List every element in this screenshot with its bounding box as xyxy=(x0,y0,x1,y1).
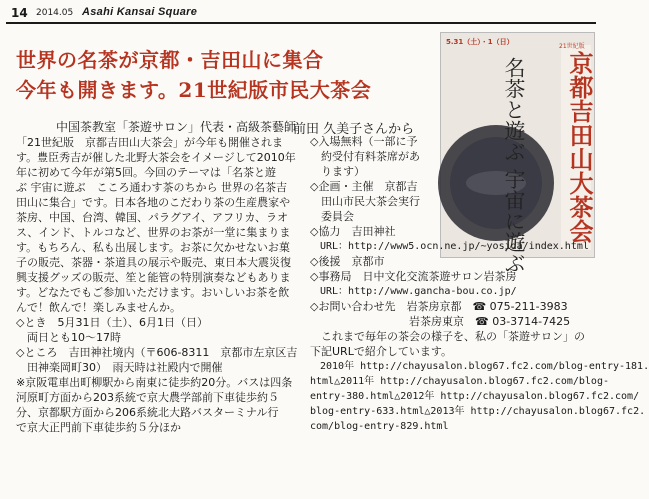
body-line: 「21世紀版 京都吉田山大茶会」が今年も開催されま xyxy=(16,136,283,149)
body-line: 田山に集合」です。日本各地のこだわり茶の生産農家や xyxy=(16,196,291,209)
poster-title-red: 京都吉田山大茶会 xyxy=(565,51,594,243)
event-date: ◇とき 5月31日（土）、6月1日（日） xyxy=(16,316,208,329)
magazine-name: Asahi Kansai Square xyxy=(82,6,198,18)
organizer-info: ◇企画・主催 京都吉 xyxy=(310,180,418,193)
sponsor-info: ◇後援 京都市 xyxy=(310,255,385,268)
headline-line-2: 今年も開きます。21世紀版市民大茶会 xyxy=(16,78,372,102)
byline-name: 前田 久美子さんから xyxy=(293,122,415,137)
event-venue: ◇ところ 吉田神社境内（〒606-8311 京都市左京区吉 xyxy=(16,346,298,359)
byline-title: 中国茶教室「茶遊サロン」代表・高級茶藝師 xyxy=(56,120,297,134)
blog-intro: 下記URLで紹介しています。 xyxy=(310,345,452,358)
page-number: 14 xyxy=(11,6,28,20)
body-line: ス、インド、トルコなど、世界のお茶が一堂に集まりま xyxy=(16,226,291,239)
body-line: 茶房、中国、台湾、韓国、パラグアイ、アフリカ、ラオ xyxy=(16,211,289,224)
blog-url-link[interactable]: 2010年 http://chayusalon.blog67.fc2.com/blog-entry-181. xyxy=(310,361,649,372)
headline-line-1: 世界の名茶が京都・吉田山に集合 xyxy=(16,48,324,72)
cooperation-url-link[interactable]: URL：http://www5.ocn.ne.jp/~yosida/index.html xyxy=(310,241,589,252)
body-line: す。豊臣秀吉が催した北野大茶会をイメージして2010年 xyxy=(16,151,296,164)
body-line: 年に初めて今年が第5回。今回のテーマは「名茶と遊 xyxy=(16,166,276,179)
blog-url-link[interactable]: blog-entry-633.html△2013年 http://chayusalon.blog67.fc2. xyxy=(310,406,646,417)
event-venue-cont: 田神楽岡町30） 雨天時は社殿内で開催 xyxy=(16,361,223,374)
cooperation-info: ◇協力 吉田神社 xyxy=(310,225,396,238)
article-body-right xyxy=(310,134,649,434)
blog-url-link[interactable]: com/blog-entry-829.html xyxy=(310,421,449,432)
blog-url-link[interactable]: entry-380.html△2012年 http://chayusalon.blog67.fc2.com/ xyxy=(310,391,640,402)
page-header xyxy=(0,0,600,26)
blog-intro: これまで毎年の茶会の様子を、私の「茶遊サロン」の xyxy=(310,330,585,343)
admission-info: 約受付有料茶席があ xyxy=(310,150,420,163)
poster-edition: 21世紀版 xyxy=(559,43,585,50)
header-rule xyxy=(6,22,596,24)
body-line: す。もちろん、私も出展します。お茶に欠かせないお菓 xyxy=(16,241,290,254)
issue-date: 2014.05 xyxy=(36,8,74,18)
access-info: 分、京都駅方面から206系統北大路バスターミナル行 xyxy=(16,406,279,419)
organizer-info: 田山市民大茶会実行 xyxy=(310,195,420,208)
contact-kyoto: ◇お問い合わせ先 岩茶房京都 ☎ 075-211-3983 xyxy=(310,300,568,313)
blog-url-link[interactable]: html△2011年 http://chayusalon.blog67.fc2.com/blog- xyxy=(310,376,609,387)
poster-date: 5.31（土）・1（日） xyxy=(446,38,514,46)
body-line: 興支援グッズの販売、笙と能管の特別演奏などもありま xyxy=(16,271,291,284)
contact-tokyo: 岩茶房東京 ☎ 03-3714-7425 xyxy=(310,315,571,328)
body-line: 子の販売、茶器・茶道具の展示や販売、東日本大震災復 xyxy=(16,256,291,269)
access-info: 河原町方面から203系統で京大農学部前下車徒歩約５ xyxy=(16,391,279,404)
body-line: んで！飲んで！楽しみませんか。 xyxy=(16,301,181,314)
secretariat-url-link[interactable]: URL：http://www.gancha-bou.co.jp/ xyxy=(310,286,517,297)
access-info: で京大正門前下車徒歩約５分ほか xyxy=(16,421,181,434)
body-line: す。どなたでもご参加いただけます。おいしいお茶を飲 xyxy=(16,286,290,299)
body-line: ぶ 宇宙に遊ぶ こころ通わす茶のちから 世界の名茶吉 xyxy=(16,181,287,194)
admission-info: ります） xyxy=(310,165,365,178)
article-body-left xyxy=(16,135,297,435)
secretariat-info: ◇事務局 日中文化交流茶遊サロン岩茶房 xyxy=(310,270,517,283)
event-hours: 両日とも10～17時 xyxy=(16,331,121,344)
admission-info: ◇入場無料（一部に予 xyxy=(310,135,418,148)
organizer-info: 委員会 xyxy=(310,210,354,223)
poster-title-black: 名茶と遊ぶ 宇宙に遊ぶ xyxy=(502,57,526,274)
access-info: ※京阪電車出町柳駅から南東に徒歩約20分。バスは四条 xyxy=(16,376,293,389)
